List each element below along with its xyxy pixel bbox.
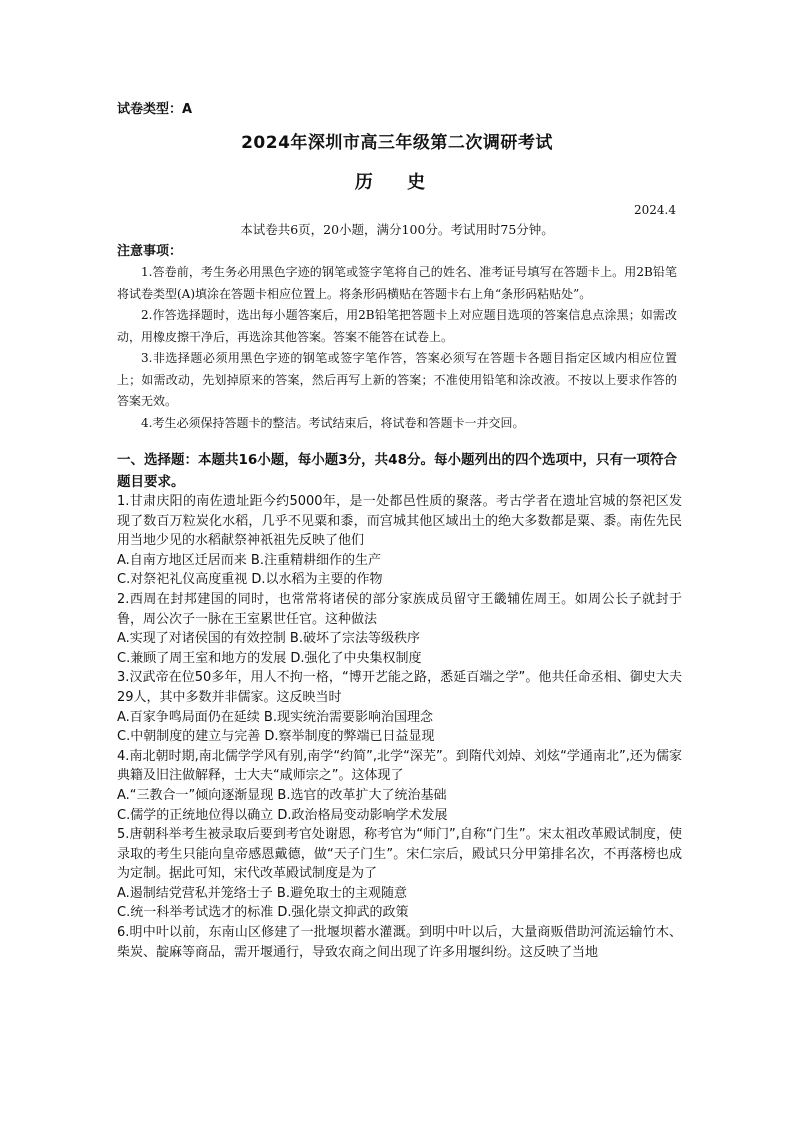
option-row: C.儒学的正统地位得以确立 D.政治格局变动影响学术发展 [117,807,448,823]
question [117,747,682,825]
option-row: C.统一科举考试选才的标准 D.强化崇文抑武的政策 [117,905,409,921]
exam-summary: 本试卷共6页，20小题，满分100分。考试用时75分钟。 [240,222,554,237]
notice-item: 4.考生必须保持答题卡的整洁。考试结束后，将试卷和答题卡一并交回。 [141,415,525,430]
option-row: A.百家争鸣局面仍在延续 B.现实统治需要影响治国理念 [117,709,433,725]
question-stem: 4.南北朝时期,南北儒学学风有别,南学“约简”,北学“深芜”。到隋代刘焯、刘炫“学通南北”,还为儒家典籍及旧注做解释，士大夫“咸师宗之”。这体现了 [117,748,682,784]
question [117,825,682,923]
option-row: C.兼顾了周王室和地方的发展 D.强化了中央集权制度 [117,650,422,666]
exam-title: 2024年深圳市高三年级第二次调研考试 [241,133,553,153]
notice-item: 3.非选择题必须用黑色字迹的钢笔或签字笔作答，答案必须写在答题卡各题目指定区域内相应位置上；如需改动，先划掉原来的答案，然后再写上新的答案；不准使用铅笔和涂改液。不按以上要求作答的答案无效。 [117,351,677,408]
option-row: A.实现了对诸侯国的有效控制 B.破坏了宗法等级秩序 [117,631,420,647]
exam-type-label: 试卷类型：A [117,102,193,117]
option-row: C.中朝制度的建立与完善 D.察举制度的弊端已日益显现 [117,729,435,745]
section-heading: 一、选择题：本题共16小题，每小题3分，共48分。每小题列出的四个选项中，只有一项符合题目要求。 [117,452,677,490]
question-stem: 3.汉武帝在位50多年，用人不拘一格，“博开艺能之路，悉延百端之学”。他共任命丞相、御史大夫29人，其中多数并非儒家。这反映当时 [117,670,682,705]
question-stem: 1.甘肃庆阳的南佐遗址距今约5000年，是一处都邑性质的聚落。考古学者在遗址宫城的祭祀区发现了数百万粒炭化水稻，几乎不见粟和黍，而宫城其他区域出土的绝大多数都是粟、黍。南佐先民用当地少见的水稻献祭神祇祖先反映了他们 [117,494,682,549]
question-options [117,708,682,747]
question-list [117,492,682,962]
option-row: A.遏制结党营私并笼络士子 B.避免取士的主观随意 [117,885,407,901]
notice-list [117,262,677,434]
question [117,923,682,962]
question-options [117,786,682,825]
question [117,668,682,746]
notice-item: 1.答卷前，考生务必用黑色字迹的钢笔或签字笔将自己的姓名、准考证号填写在答题卡上。用2B铅笔将试卷类型(A)填涂在答题卡相应位置上。将条形码横贴在答题卡右上角“条形码粘贴处”。 [117,265,677,301]
exam-date: 2024.4 [634,203,676,217]
option-row: A.自南方地区迁居而来 B.注重精耕细作的生产 [117,552,381,568]
question [117,590,682,668]
question-stem: 2.西周在封邦建国的同时，也常常将诸侯的部分家族成员留守王畿辅佐周王。如周公长子就封于鲁，周公次子一脉在王室累世任官。这种做法 [117,591,682,627]
question-options [117,884,682,923]
subject-title: 历 史 [354,172,440,193]
option-row: A.“三教合一”倾向逐渐显现 B.选官的改革扩大了统治基础 [117,787,447,803]
question-options [117,551,682,590]
question-options [117,629,682,668]
question [117,492,682,590]
notice-item: 2.作答选择题时，选出每小题答案后，用2B铅笔把答题卡上对应题目选项的答案信息点涂黑；如需改动，用橡皮擦干净后，再选涂其他答案。答案不能答在试卷上。 [117,308,677,344]
notice-title: 注意事项： [117,244,183,259]
question-stem: 5.唐朝科举考生被录取后要到考官处谢恩，称考官为“师门”,自称“门生”。宋太祖改革殿试制度，使录取的考生只能向皇帝感恩戴德，做“天子门生”。宋仁宗后，殿试只分甲第排名次，不再落榜也成为定制。据此可知，宋代改革殿试制度是为了 [117,827,682,882]
question-stem: 6.明中叶以前，东南山区修建了一批堰坝蓄水灌溉。到明中叶以后，大量商贩借助河流运输竹木、柴炭、靛麻等商品，需开堰通行，导致农商之间出现了许多用堰纠纷。这反映了当地 [117,925,682,960]
option-row: C.对祭祀礼仪高度重视 D.以水稻为主要的作物 [117,572,383,588]
